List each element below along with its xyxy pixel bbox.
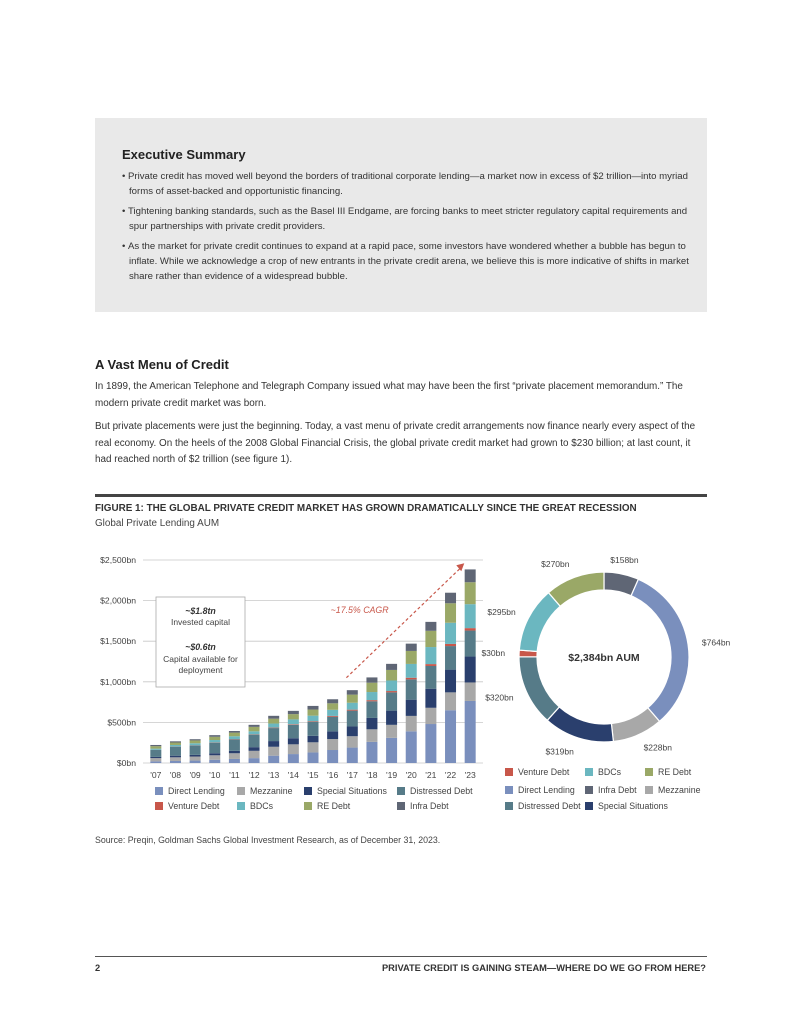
bar-segment [465, 682, 476, 701]
bar-segment [366, 701, 377, 718]
bar-segment [425, 708, 436, 724]
bar-segment [288, 744, 299, 754]
bar-segment [465, 582, 476, 604]
bar-segment [465, 569, 476, 582]
legend-swatch [645, 786, 653, 794]
legend-item [237, 786, 293, 796]
capital-available-label-line: deployment [178, 665, 223, 675]
x-tick-label: '18 [366, 770, 378, 780]
bar-segment [425, 664, 436, 666]
bar-segment [190, 757, 201, 761]
bar-segment [170, 747, 181, 756]
legend-label: BDCs [250, 801, 273, 811]
x-tick-label: '21 [425, 770, 437, 780]
legend-label: Distressed Debt [410, 786, 473, 796]
bar-segment [347, 711, 358, 727]
bar-segment [425, 666, 436, 689]
bar-segment [347, 710, 358, 711]
bar-segment [406, 716, 417, 731]
bar-segment [386, 681, 397, 692]
bar-segment [209, 735, 220, 737]
slice-label: $319bn [545, 746, 574, 757]
donut-center-label: $2,384bn AUM [568, 652, 640, 664]
bar-segment [229, 753, 240, 759]
bar-segment [406, 678, 417, 680]
bar-segment [268, 716, 279, 719]
bar-segment [150, 758, 161, 761]
footer-rule [95, 956, 707, 957]
y-tick-label: $0bn [116, 758, 136, 768]
bar-chart-legend [155, 786, 485, 816]
legend-item [155, 801, 219, 811]
bar-segment [170, 745, 181, 747]
slice-label: $158bn [610, 555, 639, 566]
bar-segment [347, 736, 358, 747]
bar-segment [366, 683, 377, 692]
legend-label: RE Debt [658, 767, 692, 777]
donut-chart [481, 553, 731, 757]
bar-segment [425, 724, 436, 763]
cagr-arrowhead [456, 563, 464, 571]
bar-segment [190, 746, 201, 755]
bar-segment [249, 751, 260, 758]
bar-segment [445, 644, 456, 646]
figure-source: Source: Preqin, Goldman Sachs Global Investment Research, as of December 31, 2023. [95, 835, 441, 845]
bar-segment [327, 699, 338, 703]
legend-label: BDCs [598, 767, 621, 777]
bar-segment [150, 761, 161, 763]
summary-list [122, 169, 692, 289]
slice-label: $295bn [487, 607, 516, 618]
bar-segment [268, 728, 279, 741]
legend-item [585, 785, 637, 795]
slice-label: $270bn [541, 559, 570, 570]
bar-segment [386, 711, 397, 725]
legend-item [585, 801, 668, 811]
bar-segment [406, 700, 417, 716]
x-tick-label: '19 [385, 770, 398, 780]
bar-segment [288, 724, 299, 725]
legend-swatch [397, 787, 405, 795]
footer-title: PRIVATE CREDIT IS GAINING STEAM—WHERE DO WE GO FROM HERE? [381, 963, 706, 973]
capital-available-label-line: Capital available for [163, 654, 238, 664]
legend-swatch [397, 802, 405, 810]
legend-swatch [304, 787, 312, 795]
bar-segment [386, 692, 397, 710]
bar-segment [327, 716, 338, 717]
y-tick-label: $2,000bn [100, 595, 136, 606]
bar-segment [150, 750, 161, 757]
legend-label: RE Debt [317, 801, 351, 811]
bar-segment [465, 701, 476, 763]
bar-segment [308, 722, 319, 736]
x-tick-label: '17 [346, 770, 358, 780]
bar-segment [366, 742, 377, 763]
bar-segment [229, 759, 240, 763]
summary-bullet: • Private credit has moved well beyond the borders of traditional corporate lending—a market now in excess of $2 trillion—into myriad forms of asset-backed and opportunistic financing. [122, 169, 692, 199]
bar-segment [268, 747, 279, 756]
bar-segment [190, 743, 201, 745]
paragraph: In 1899, the American Telephone and Telegraph Company issued what may have been the first “private placement memorandum.” The modern private credit market was born. [95, 381, 683, 409]
bar-segment [209, 740, 220, 742]
bar-segment [366, 718, 377, 729]
bar-segment [465, 628, 476, 630]
bar-segment [425, 631, 436, 647]
bar-segment [308, 752, 319, 763]
figure-title: FIGURE 1: THE GLOBAL PRIVATE CREDIT MARKET HAS GROWN DRAMATICALLY SINCE THE GREAT RECESSION [95, 503, 637, 514]
bar-segment [190, 755, 201, 757]
slice-label: $764bn [701, 637, 731, 648]
bar-segment [386, 725, 397, 738]
bar-segment [366, 692, 377, 700]
bar-segment [445, 710, 456, 763]
page-number: 2 [95, 963, 101, 973]
x-tick-label: '08 [169, 770, 182, 780]
legend-item [397, 786, 473, 796]
bar-segment [445, 646, 456, 670]
bar-segment [268, 719, 279, 724]
x-tick-label: '14 [287, 770, 299, 780]
donut-slice [611, 708, 659, 742]
bar-segment [288, 719, 299, 724]
bar-segment [249, 747, 260, 751]
summary-bullet: • As the market for private credit continues to expand at a rapid pace, some investors have wondered whether a bubble has begun to inflate. While we acknowledge a crop of new entrants in the private credit arena, we believe this is more indicative of shifts in market share rather than evidence of a widespread bubble. [122, 239, 692, 284]
bar-segment [209, 743, 220, 754]
legend-swatch [585, 786, 593, 794]
bar-segment [445, 593, 456, 604]
bar-segment [268, 741, 279, 747]
bar-segment [190, 739, 201, 740]
bar-segment [425, 689, 436, 708]
donut-slice [519, 593, 560, 652]
x-tick-label: '13 [268, 770, 280, 780]
legend-item [505, 785, 575, 795]
bar-segment [209, 737, 220, 740]
bar-segment [347, 695, 358, 703]
donut-slice [519, 657, 559, 721]
bar-segment [406, 731, 417, 763]
slice-label: $30bn [481, 647, 506, 658]
legend-swatch [237, 787, 245, 795]
bar-segment [229, 739, 240, 750]
bar-segment [366, 729, 377, 742]
capital-available-value: ~$0.6tn [185, 642, 216, 652]
legend-swatch [155, 787, 163, 795]
legend-label: Special Situations [598, 801, 668, 811]
summary-title: Executive Summary [122, 147, 246, 162]
bar-segment [288, 711, 299, 714]
legend-swatch [585, 768, 593, 776]
summary-bullet: • Tightening banking standards, such as the Basel III Endgame, are forcing banks to meet stricter regulatory capital requirements and spur partnerships with private credit providers. [122, 204, 692, 234]
bar-segment [366, 677, 377, 682]
bar-segment [347, 748, 358, 763]
bar-segment [268, 756, 279, 763]
bar-segment [308, 706, 319, 710]
donut-chart-legend [505, 767, 715, 815]
bar-segment [425, 647, 436, 664]
bar-segment [406, 664, 417, 678]
legend-item [645, 767, 691, 777]
y-tick-label: $2,500bn [100, 555, 136, 565]
x-tick-label: '20 [405, 770, 417, 780]
bar-segment [425, 622, 436, 631]
donut-slice [631, 579, 689, 721]
legend-swatch [645, 768, 653, 776]
legend-item [505, 767, 569, 777]
legend-swatch [155, 802, 163, 810]
bar-segment [170, 743, 181, 745]
legend-swatch [237, 802, 245, 810]
legend-label: Venture Debt [168, 801, 220, 811]
y-tick-label: $1,000bn [100, 676, 136, 687]
bar-segment [406, 651, 417, 664]
bar-segment [209, 753, 220, 755]
legend-label: Infra Debt [598, 785, 637, 795]
legend-label: Direct Lending [518, 785, 575, 795]
x-tick-label: '10 [209, 770, 221, 780]
bar-segment [327, 731, 338, 739]
bar-segment [229, 731, 240, 733]
bar-segment [170, 757, 181, 761]
donut-slice [548, 572, 604, 606]
bar-segment [386, 670, 397, 681]
bar-segment [386, 691, 397, 692]
bar-segment [465, 604, 476, 628]
bar-segment [170, 741, 181, 742]
legend-item [585, 767, 621, 777]
x-tick-label: '16 [327, 770, 339, 780]
bar-segment [386, 738, 397, 763]
bar-segment [268, 724, 279, 728]
legend-swatch [505, 802, 513, 810]
legend-item [645, 785, 701, 795]
legend-item [397, 801, 449, 811]
paragraph: But private placements were just the beginning. Today, a vast menu of private credit arrangements now finance nearly every aspect of the real economy. On the heels of the 2008 Global Financial Crisis, the global private credit market had grown to $230 billion; at last count, it had reached north of $2 trillion (see figure 1). [95, 421, 696, 465]
bar-segment [347, 726, 358, 736]
x-tick-label: '23 [464, 770, 476, 780]
bar-segment [347, 690, 358, 694]
bar-segment [406, 679, 417, 699]
bar-segment [249, 735, 260, 747]
stacked-bar-chart [95, 550, 490, 782]
bar-segment [445, 603, 456, 622]
bar-segment [366, 700, 377, 701]
figure-subtitle: Global Private Lending AUM [95, 518, 220, 529]
bar-segment [229, 733, 240, 737]
y-tick-label: $500bn [107, 717, 136, 728]
bar-segment [288, 725, 299, 738]
bar-segment [308, 716, 319, 722]
bar-segment [150, 746, 161, 748]
slice-label: $228bn [643, 742, 672, 753]
bar-segment [347, 703, 358, 710]
bar-segment [386, 664, 397, 670]
slice-label: $320bn [485, 692, 514, 703]
x-tick-label: '09 [189, 770, 201, 780]
bar-segment [249, 758, 260, 763]
bar-segment [229, 736, 240, 739]
legend-item [304, 801, 350, 811]
bar-segment [406, 644, 417, 651]
bar-segment [308, 742, 319, 752]
legend-label: Venture Debt [518, 767, 570, 777]
legend-swatch [304, 802, 312, 810]
bar-segment [327, 710, 338, 716]
y-tick-label: $1,500bn [100, 636, 136, 647]
bar-segment [190, 761, 201, 763]
bar-segment [150, 757, 161, 758]
legend-label: Mezzanine [250, 786, 293, 796]
x-tick-label: '12 [248, 770, 260, 780]
donut-slice [547, 707, 613, 742]
bar-segment [465, 631, 476, 657]
bar-segment [445, 623, 456, 644]
legend-swatch [505, 768, 513, 776]
invested-capital-value: ~$1.8tn [185, 606, 216, 616]
legend-swatch [585, 802, 593, 810]
x-tick-label: '15 [307, 770, 319, 780]
bar-segment [327, 750, 338, 763]
x-tick-label: '11 [229, 770, 240, 780]
x-tick-label: '22 [444, 770, 457, 780]
bar-segment [150, 749, 161, 750]
x-tick-label: '07 [150, 770, 162, 780]
bar-segment [327, 703, 338, 709]
bar-segment [288, 754, 299, 763]
cagr-label: ~17.5% CAGR [330, 604, 389, 615]
legend-swatch [505, 786, 513, 794]
legend-label: Distressed Debt [518, 801, 581, 811]
bar-segment [445, 692, 456, 710]
bar-segment [229, 751, 240, 753]
bar-segment [308, 736, 319, 742]
bar-segment [209, 755, 220, 759]
legend-item [505, 801, 581, 811]
cagr-arrow [346, 568, 460, 677]
figure-top-rule [95, 494, 707, 497]
legend-item [304, 786, 387, 796]
bar-segment [209, 760, 220, 763]
bar-segment [170, 761, 181, 763]
legend-item [237, 801, 273, 811]
bar-segment [190, 740, 201, 743]
legend-label: Infra Debt [410, 801, 449, 811]
bar-segment [327, 739, 338, 750]
bar-segment [445, 670, 456, 693]
bar-segment [170, 756, 181, 758]
bar-segment [465, 657, 476, 683]
bar-segment [308, 710, 319, 716]
bar-segment [249, 731, 260, 734]
bar-segment [308, 721, 319, 722]
bar-segment [249, 727, 260, 731]
legend-label: Direct Lending [168, 786, 225, 796]
legend-label: Special Situations [317, 786, 387, 796]
legend-item [155, 786, 225, 796]
bar-segment [327, 717, 338, 732]
executive-summary-box [95, 118, 707, 312]
section-title: A Vast Menu of Credit [95, 357, 229, 372]
invested-capital-label: Invested capital [170, 617, 231, 627]
bar-segment [288, 738, 299, 744]
legend-label: Mezzanine [658, 785, 701, 795]
bar-segment [150, 745, 161, 746]
bar-segment [249, 725, 260, 727]
bar-segment [288, 714, 299, 719]
